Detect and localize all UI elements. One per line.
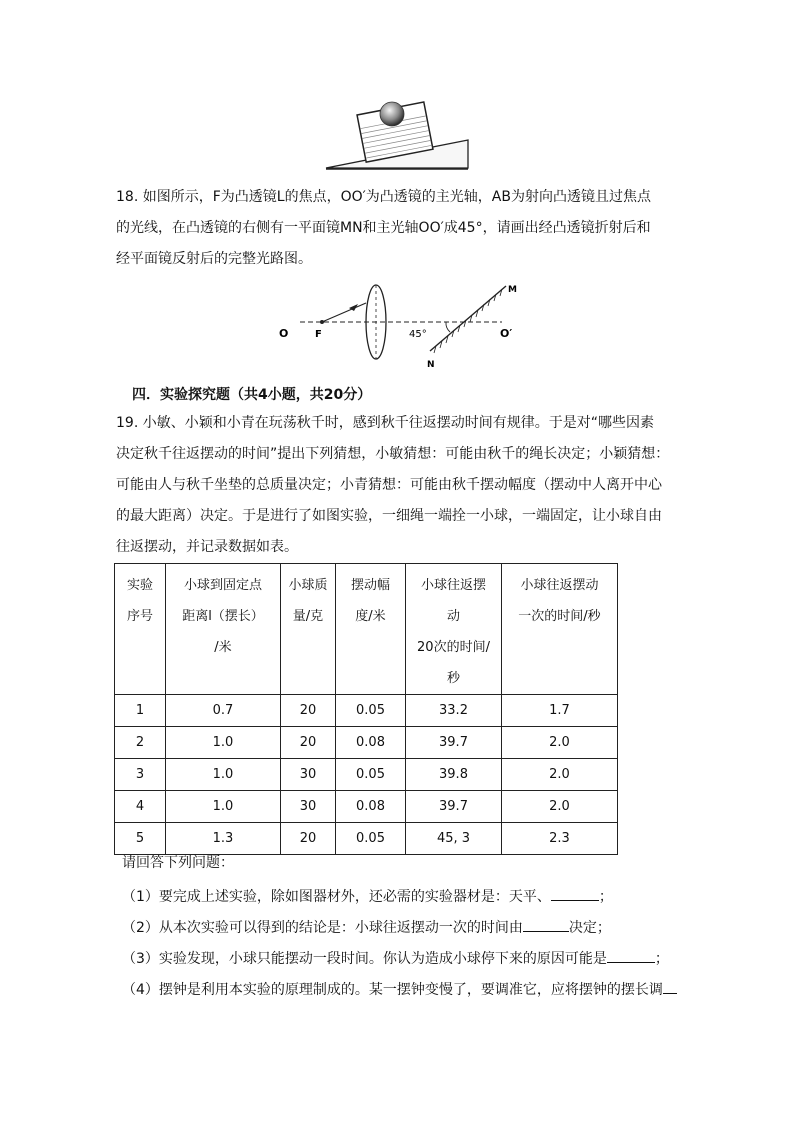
header-cell: 小球往返摆动 一次的时间/秒	[502, 564, 618, 695]
experiment-table	[114, 563, 618, 855]
table-cell: 39.7	[406, 791, 502, 823]
angle-arc	[446, 322, 450, 332]
table-row	[115, 791, 618, 823]
table-row	[115, 759, 618, 791]
question-4: （4）摆钟是利用本实验的原理制成的。某一摆钟变慢了，要调准它，应将摆钟的摆长调	[122, 979, 677, 1000]
header-cell: 摆动幅 度/米	[336, 564, 406, 695]
section-heading: 四．实验探究题（共4小题，共20分）	[132, 387, 372, 403]
table-row	[115, 727, 618, 759]
plane-mirror	[430, 286, 506, 351]
table-cell: 0.05	[336, 759, 406, 791]
label-n: N	[427, 360, 435, 370]
q19-line-2: 决定秋千往返摆动的时间”提出下列猜想，小敏猜想：可能由秋千的绳长决定；小颖猜想：	[116, 446, 670, 462]
table-cell: 0.08	[336, 727, 406, 759]
table-cell: 30	[281, 791, 336, 823]
q19-line-3: 可能由人与秋千坐垫的总质量决定；小青猜想：可能由秋千摆动幅度（摆动中人离开中心	[116, 477, 662, 493]
ball	[380, 102, 404, 126]
table-cell: 39.8	[406, 759, 502, 791]
table-cell: 30	[281, 759, 336, 791]
incline-container-figure	[322, 96, 474, 172]
table-cell: 1.0	[166, 727, 281, 759]
table-cell: 2.0	[502, 727, 618, 759]
question-2: （2）从本次实验可以得到的结论是：小球往返摆动一次的时间由 决定；	[122, 917, 611, 938]
table-cell: 33.2	[406, 695, 502, 727]
table-cell: 0.7	[166, 695, 281, 727]
table-cell: 1	[115, 695, 166, 727]
table-cell: 2.0	[502, 759, 618, 791]
header-cell: 小球往返摆 动 20次的时间/ 秒	[406, 564, 502, 695]
table-cell: 4	[115, 791, 166, 823]
table-cell: 20	[281, 695, 336, 727]
table-cell: 1.3	[166, 823, 281, 855]
header-cell: 实验 序号	[115, 564, 166, 695]
table-cell: 45, 3	[406, 823, 502, 855]
q18-line-2: 的光线，在凸透镜的右侧有一平面镜MN和主光轴OO′成45°，请画出经凸透镜折射后和	[116, 220, 651, 236]
table-cell: 0.08	[336, 791, 406, 823]
label-o: O	[279, 327, 289, 340]
table-cell: 1.0	[166, 759, 281, 791]
table-cell: 1.0	[166, 791, 281, 823]
label-o-prime: O′	[500, 327, 513, 340]
q18-line-3: 经平面镜反射后的完整光路图。	[116, 251, 312, 267]
table-row	[115, 823, 618, 855]
question-3: （3）实验发现，小球只能摆动一段时间。你认为造成小球停下来的原因可能是 ；	[122, 948, 669, 969]
question-1: （1）要完成上述实验，除如图器材外，还必需的实验器材是：天平、 ；	[122, 886, 613, 907]
table-cell: 0.05	[336, 823, 406, 855]
table-cell: 39.7	[406, 727, 502, 759]
table-cell: 0.05	[336, 695, 406, 727]
q19-line-1: 19. 小敏、小颖和小青在玩荡秋千时，感到秋千往返摆动时间有规律。于是对“哪些因素	[116, 415, 654, 431]
answer-blank-3[interactable]	[607, 948, 655, 963]
table-cell: 5	[115, 823, 166, 855]
table-cell: 1.7	[502, 695, 618, 727]
lens-mirror-diagram	[270, 280, 530, 375]
table-cell: 3	[115, 759, 166, 791]
answer-prompt: 请回答下列问题：	[122, 855, 234, 871]
table-cell: 20	[281, 823, 336, 855]
header-cell: 小球到固定点 距离l（摆长） /米	[166, 564, 281, 695]
incident-ray	[322, 303, 366, 322]
label-angle: 45°	[409, 329, 427, 340]
answer-blank-2[interactable]	[523, 917, 569, 932]
table-cell: 2.3	[502, 823, 618, 855]
q18-line-1: 18. 如图所示，F为凸透镜L的焦点，OO′为凸透镜的主光轴，AB为射向凸透镜且过焦点	[116, 189, 651, 205]
answer-blank-1[interactable]	[551, 886, 599, 901]
q19-line-5: 往返摆动，并记录数据如表。	[116, 539, 298, 555]
table-row	[115, 695, 618, 727]
table-cell: 20	[281, 727, 336, 759]
label-f: F	[315, 329, 322, 340]
q19-line-4: 的最大距离）决定。于是进行了如图实验，一细绳一端拴一小球，一端固定，让小球自由	[116, 508, 662, 524]
label-m: M	[508, 285, 517, 295]
header-cell: 小球质 量/克	[281, 564, 336, 695]
table-cell: 2	[115, 727, 166, 759]
table-cell: 2.0	[502, 791, 618, 823]
answer-blank-4[interactable]	[663, 979, 677, 994]
table-header-row	[115, 564, 618, 695]
